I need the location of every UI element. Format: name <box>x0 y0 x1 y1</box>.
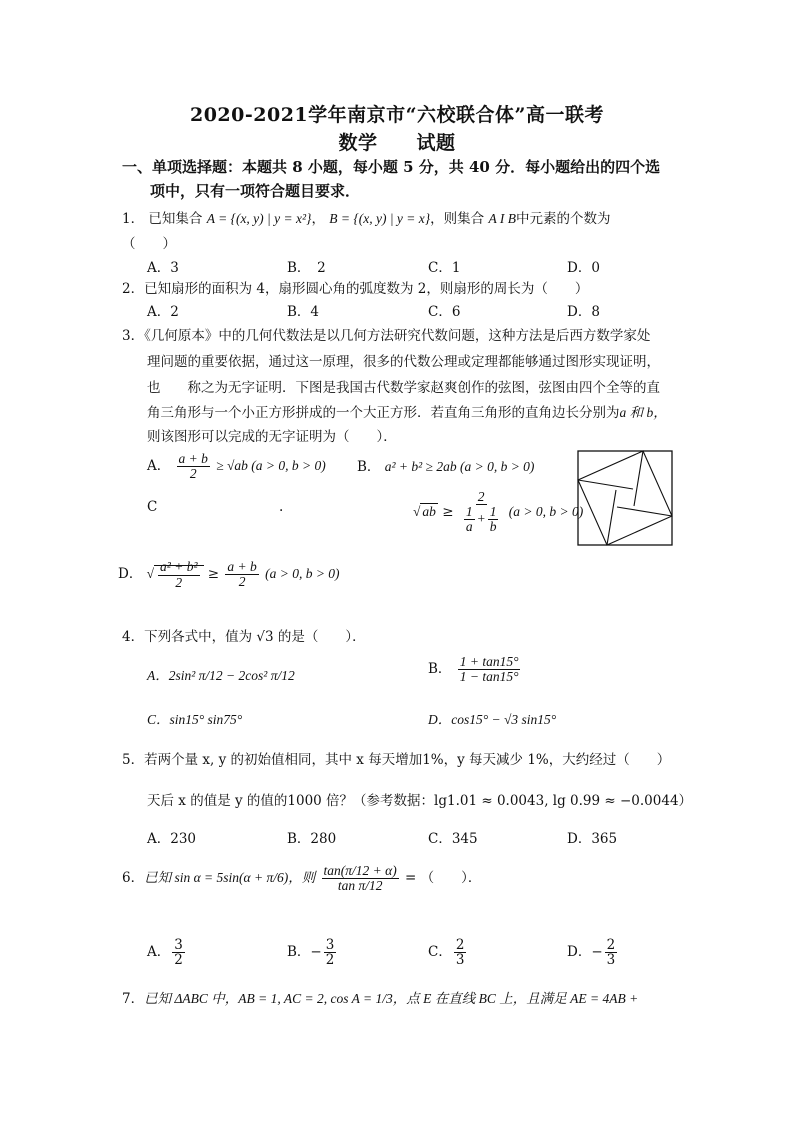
intersection: A I B <box>488 211 516 226</box>
option-label: A． <box>147 458 171 475</box>
question-3 <box>122 324 650 344</box>
option-a: A．2 <box>147 304 179 320</box>
option-a: A．2sin² π/12 − 2cos² π/12 <box>147 668 295 683</box>
question-number: 6． <box>122 870 145 887</box>
fraction: $\frac{3}{2}$ <box>174 937 183 969</box>
set-b: B = {(x, y) | y = x} <box>329 211 431 226</box>
question-number: 7． <box>122 991 145 1007</box>
question-1: 1． 已知集合 A = {(x, y) | y = x²}， B = {(x, y) | y = x}，则集合 A I B中元素的个数为 <box>122 211 611 227</box>
option-b: B．4 <box>287 304 320 320</box>
inner-tilted-square <box>578 451 672 545</box>
question-number: 4． <box>122 629 145 645</box>
option-d: D．cos15° − √3 sin15° <box>428 712 557 727</box>
fraction: $\frac{2}{3}$ <box>606 937 616 969</box>
triangle-edge <box>578 480 633 489</box>
option-a: A．230 <box>147 831 197 847</box>
question-text: 下列各式中，值为 √3 的是（ ）． <box>144 629 366 645</box>
question-number: 2． <box>122 281 145 297</box>
option-text: (a > 0, b > 0) <box>265 566 340 582</box>
question-text: 已知扇形的面积为 4，扇形圆心角的弧度数为 2，则扇形的周长为（ ） <box>144 281 589 297</box>
section-heading-line2: 项中，只有一项符合题目要求． <box>150 182 361 200</box>
question-text: 也 称之为无字证明．下图是我国古代数学家赵爽创作的弦图，弦图由四个全等的直 <box>147 380 660 396</box>
fraction: $\frac{1 + \tan 15^\circ}{1 - \tan 15^\circ}$ <box>459 654 519 685</box>
option-d: D．8 <box>567 304 600 320</box>
option-text: ≥ √ab (a > 0, b > 0) <box>216 458 326 474</box>
outer-square <box>578 451 672 545</box>
option-c <box>428 938 468 967</box>
option-b: B． 2 <box>287 260 326 276</box>
question-number: 5． <box>122 752 145 768</box>
option-text: a² + b² ≥ 2ab (a > 0, b > 0) <box>384 459 535 474</box>
question-text <box>147 401 667 421</box>
question-text: 天后 x 的值是 y 的值的1000 倍？（参考数据：lg1.01 ≈ 0.0043, lg 0.99 ≈ −0.0044） <box>147 793 693 809</box>
option-a: A．3 <box>147 260 179 276</box>
option-c-dot: . <box>279 499 284 515</box>
question-text: 则该图形可以完成的无字证明为（ ）． <box>147 429 397 445</box>
question-text: ，则集合 <box>430 211 485 227</box>
option-b <box>428 655 522 684</box>
triangle-edge <box>634 451 643 506</box>
sqrt-ab: √ ab <box>413 503 436 519</box>
fraction: $\frac{a + b}{2}$ <box>178 451 208 482</box>
triangle-edge <box>607 490 616 545</box>
question-text: = （ ）． <box>405 870 482 887</box>
question-text: 《几何原本》中的几何代数法是以几何方法研究代数问题，这种方法是后西方数学家处 <box>144 328 651 344</box>
page-subtitle: 数学 试题 <box>338 132 456 154</box>
option-c: C．sin15° sin75° <box>147 712 243 727</box>
option-c: C．345 <box>428 831 478 847</box>
set-a: A = {(x, y) | y = x²} <box>206 211 312 226</box>
option-sign: − <box>591 944 603 961</box>
option-label: B． <box>428 661 452 678</box>
question-6 <box>122 864 481 893</box>
option-d: D．0 <box>567 260 600 276</box>
question-text: 已知 sin α = 5sin(α + π/6)，则 <box>144 870 316 886</box>
fraction: $\frac{2}{3}$ <box>455 937 465 969</box>
option-b <box>357 455 534 475</box>
answer-paren: （ ） <box>122 236 176 252</box>
option-c: C．1 <box>428 260 461 276</box>
fraction: $\frac{3}{2}$ <box>325 937 335 969</box>
question-7 <box>122 987 638 1007</box>
option-d: D．365 <box>567 831 618 847</box>
option-label: D． <box>118 566 143 583</box>
option-c: C．6 <box>428 304 461 320</box>
question-text: 理问题的重要依据，通过这一原理，很多的代数公理或定理都能够通过图形实现证明， <box>147 354 660 370</box>
option-c: √ ab ≥ 2 $\frac{1}{a}$ + $\frac{1}{b}$ (a > 0, b > 0) <box>413 489 584 535</box>
page-title: 2020-2021学年南京市“六校联合体”高一联考 <box>189 104 604 126</box>
option-b: B．280 <box>287 831 337 847</box>
question-text: 角三角形与一个小正方形拼成的一个大正方形．若直角三角形的直角边长分别为 <box>147 405 620 421</box>
fraction: 2 $\frac{1}{a}$ + $\frac{1}{b}$ <box>465 489 497 535</box>
question-4 <box>122 625 366 645</box>
fraction: $\frac{a + b}{2}$ <box>227 559 257 590</box>
question-number: 3． <box>122 328 145 344</box>
option-a <box>147 452 326 481</box>
question-2 <box>122 277 588 297</box>
question-number: 1． <box>122 211 145 227</box>
option-d <box>567 938 619 967</box>
question-5 <box>122 748 670 768</box>
question-text: 中元素的个数为 <box>515 211 611 227</box>
option-sign: − <box>310 944 322 961</box>
question-text: 若两个量 x, y 的初始值相同，其中 x 每天增加1%，y 每天减少 1%，大约经过（ ） <box>144 752 671 768</box>
section-heading-line1: 一、单项选择题：本题共 8 小题，每小题 5 分，共 40 分．每小题给出的四个选 <box>122 158 661 176</box>
option-label: B． <box>287 944 311 961</box>
option-a <box>147 938 187 967</box>
option-b <box>287 938 338 967</box>
option-label: B． <box>357 459 381 475</box>
option-d: D． √ $\frac{\text{a² + b²}}{2}$ ≥ $\frac{a + b}{2}$ (a > 0, b > 0) <box>118 559 340 590</box>
triangle-edge <box>617 507 672 516</box>
fraction: $\frac{\tan(\pi/12 + \alpha)}{\text{tan π/12}}$ <box>323 863 397 894</box>
option-label: C． <box>428 944 452 961</box>
question-text: a 和 b， <box>619 405 667 420</box>
question-text: 已知 ΔABC 中，AB = 1, AC = 2, cos A = 1/3，点 E 在直线 BC 上，且满足 AE = 4AB + <box>144 991 639 1006</box>
question-text: 已知集合 <box>148 211 203 227</box>
option-label: A． <box>147 944 171 961</box>
option-label: D． <box>567 944 592 961</box>
sqrt-expression: √ $\frac{\text{a² + b²}}{2}$ <box>147 565 204 581</box>
option-c-label: C <box>147 499 158 515</box>
chord-diagram <box>577 450 673 546</box>
option-text: (a > 0, b > 0) <box>508 503 584 519</box>
